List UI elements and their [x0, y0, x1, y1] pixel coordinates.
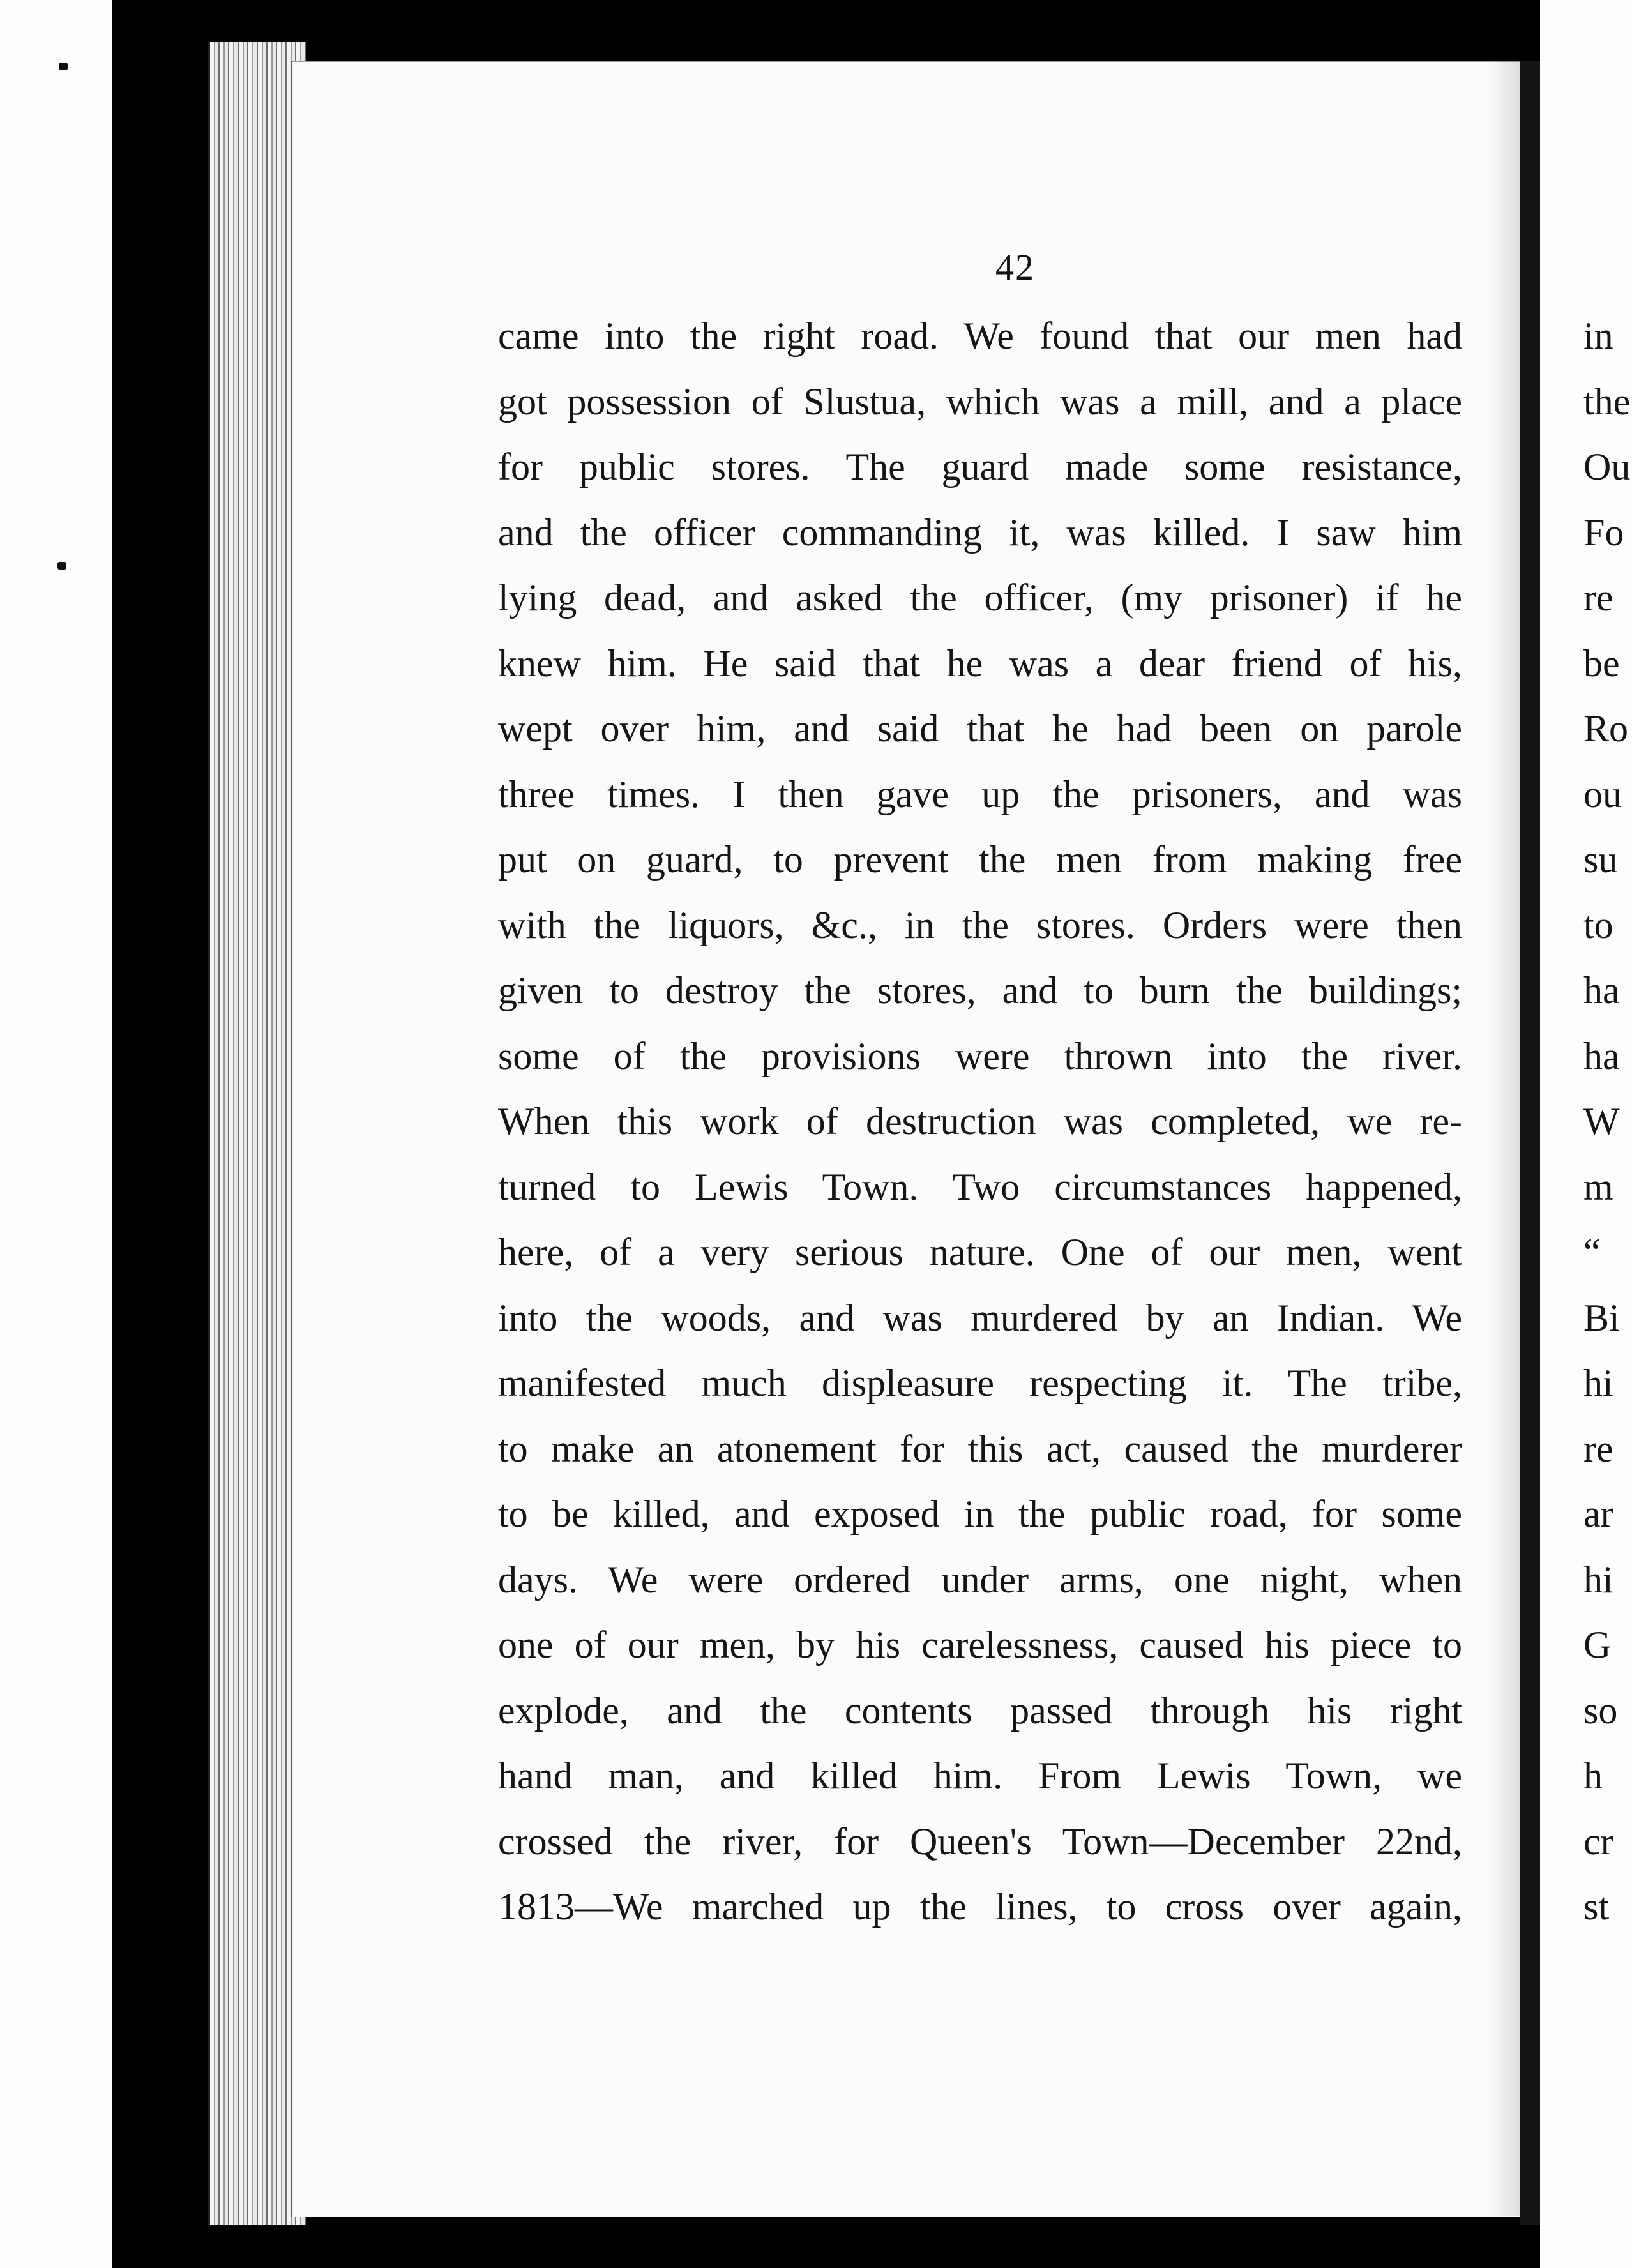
facing-text-fragment: “: [1583, 1231, 1601, 1273]
text-line: came into the right road. We found that our men had: [498, 315, 1462, 357]
text-line: explode, and the contents passed through his right: [498, 1689, 1462, 1732]
facing-text-fragment: Ou: [1583, 446, 1631, 488]
facing-text-fragment: m: [1583, 1165, 1613, 1208]
book-gutter: [1520, 61, 1540, 2225]
facing-text-fragment: ou: [1583, 773, 1622, 815]
text-line: put on guard, to prevent the men from making free: [498, 838, 1462, 881]
text-line: knew him. He said that he was a dear friend of his,: [498, 642, 1462, 684]
facing-text-fragment: re: [1583, 1427, 1613, 1470]
facing-text-fragment: the: [1583, 380, 1631, 423]
scan-mark: [59, 63, 68, 70]
page-body-text: [498, 303, 1462, 1940]
text-line: and the officer commanding it, was killed. I saw him: [498, 511, 1462, 554]
facing-page-text: [1583, 303, 1632, 1940]
facing-text-fragment: h: [1583, 1755, 1603, 1797]
text-line: manifested much displeasure respecting it. The tribe,: [498, 1362, 1462, 1404]
facing-text-fragment: st: [1583, 1886, 1610, 1928]
text-line: When this work of destruction was completed, we re-: [498, 1100, 1462, 1142]
facing-text-fragment: Fo: [1583, 511, 1624, 554]
facing-text-fragment: to: [1583, 903, 1613, 946]
text-line: into the woods, and was murdered by an Indian. We: [498, 1296, 1462, 1339]
facing-text-fragment: hi: [1583, 1362, 1613, 1404]
scan-left-margin: [0, 0, 112, 2268]
text-line: hand man, and killed him. From Lewis Town, we: [498, 1755, 1462, 1797]
facing-text-fragment: so: [1583, 1689, 1618, 1732]
facing-text-fragment: W: [1583, 1100, 1620, 1142]
facing-text-fragment: G: [1583, 1624, 1612, 1666]
text-line: given to destroy the stores, and to burn the buildings;: [498, 969, 1462, 1011]
text-line: to be killed, and exposed in the public road, for some: [498, 1493, 1462, 1535]
text-line: with the liquors, &c., in the stores. Orders were then: [498, 903, 1462, 946]
facing-text-fragment: in: [1583, 315, 1613, 357]
facing-text-fragment: re: [1583, 577, 1613, 619]
facing-text-fragment: cr: [1583, 1820, 1613, 1863]
text-line: days. We were ordered under arms, one night, when: [498, 1558, 1462, 1601]
facing-text-fragment: ha: [1583, 1034, 1620, 1077]
facing-text-fragment: ha: [1583, 969, 1620, 1011]
text-line: wept over him, and said that he had been on parole: [498, 707, 1462, 750]
text-line: 1813—We marched up the lines, to cross over again,: [498, 1886, 1462, 1928]
text-line: turned to Lewis Town. Two circumstances happened,: [498, 1165, 1462, 1208]
facing-text-fragment: ar: [1583, 1493, 1613, 1535]
page-number: 42: [995, 246, 1035, 288]
facing-text-fragment: Bi: [1583, 1296, 1620, 1339]
text-line: three times. I then gave up the prisoners, and was: [498, 773, 1462, 815]
text-line: some of the provisions were thrown into the river.: [498, 1034, 1462, 1077]
facing-text-fragment: hi: [1583, 1558, 1613, 1601]
text-line: lying dead, and asked the officer, (my prisoner) if he: [498, 577, 1462, 619]
facing-text-fragment: be: [1583, 642, 1620, 684]
facing-text-fragment: su: [1583, 838, 1618, 881]
text-line: for public stores. The guard made some resistance,: [498, 446, 1462, 488]
text-line: crossed the river, for Queen's Town—December 22nd,: [498, 1820, 1462, 1863]
scan-mark: [57, 562, 66, 570]
text-line: here, of a very serious nature. One of our men, went: [498, 1231, 1462, 1273]
facing-text-fragment: Ro: [1583, 707, 1629, 750]
text-line: to make an atonement for this act, caused the murderer: [498, 1427, 1462, 1470]
text-line: got possession of Slustua, which was a mill, and a place: [498, 380, 1462, 423]
text-line: one of our men, by his carelessness, caused his piece to: [498, 1624, 1462, 1666]
